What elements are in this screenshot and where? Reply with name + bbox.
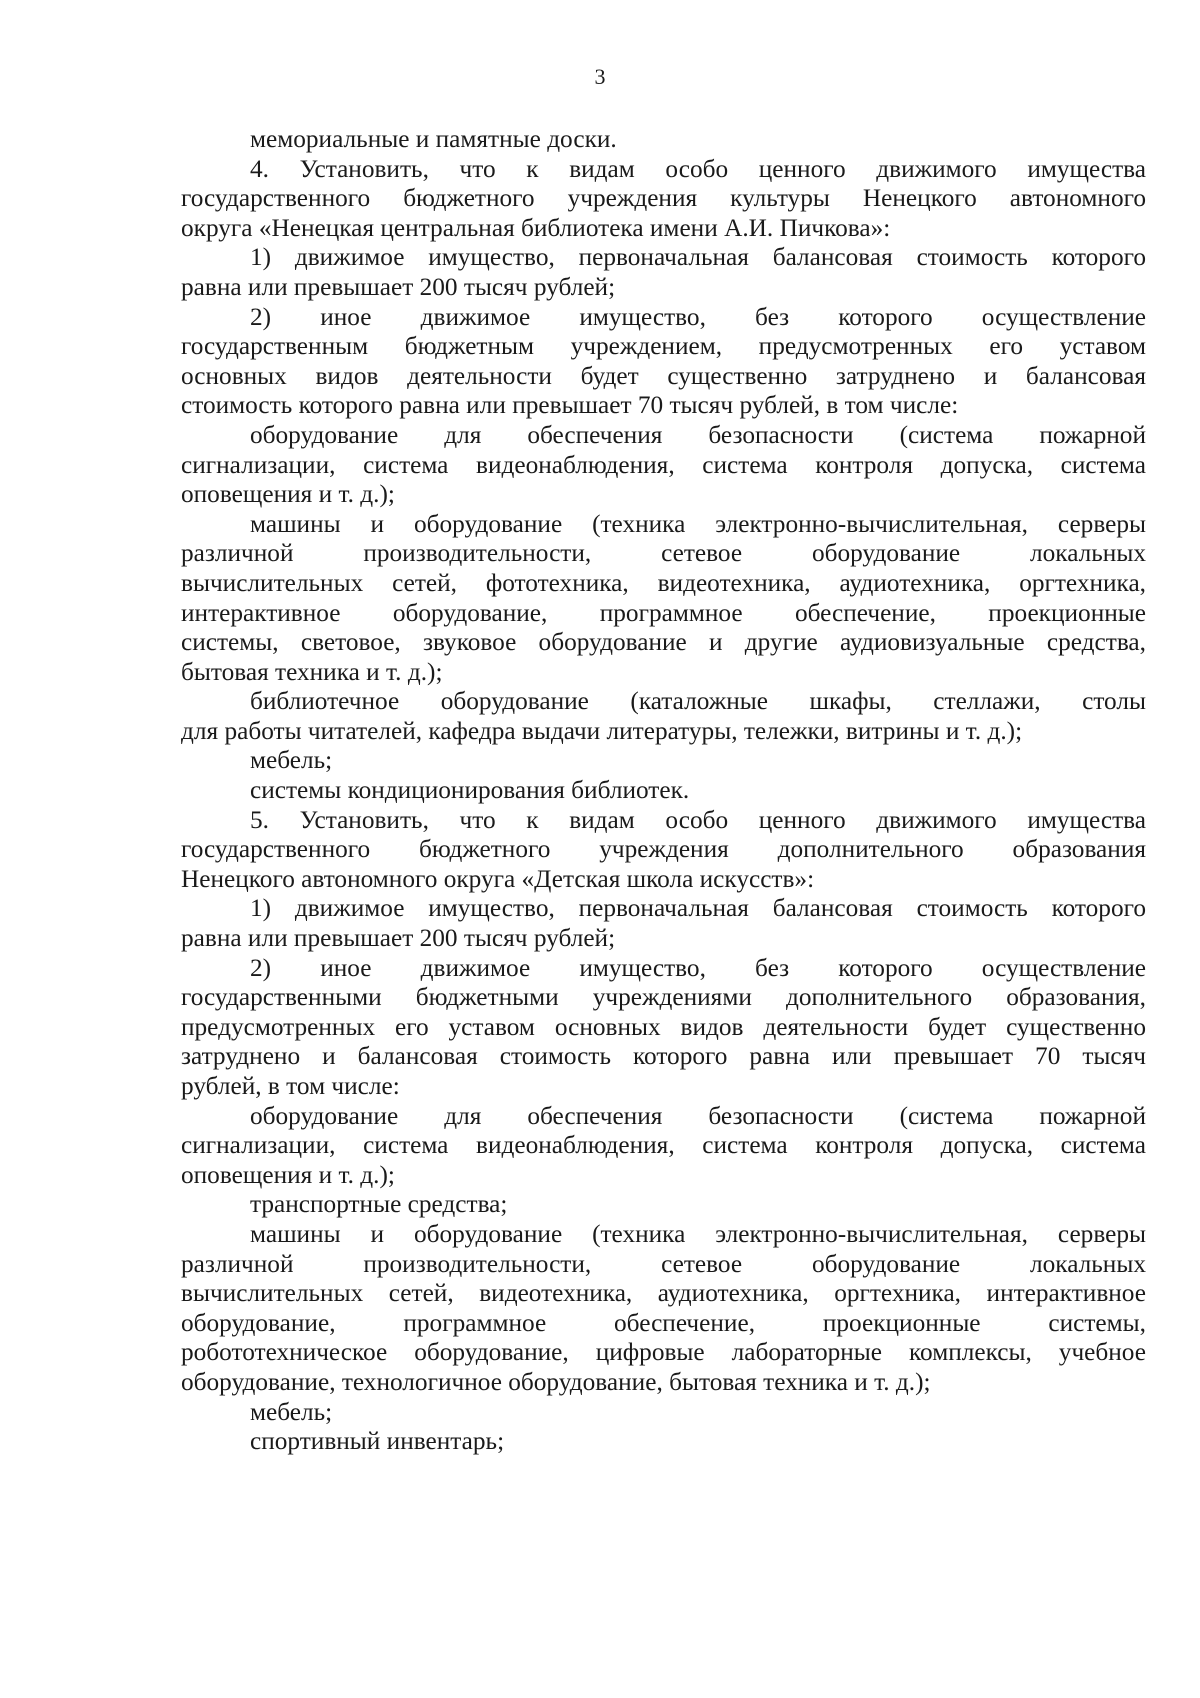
text-line: системы, световое, звуковое оборудование и другие аудиовизуальные средства, (181, 628, 1146, 657)
text-line: различной производительности, сетевое оборудование локальных (181, 539, 1146, 568)
text-line: рублей, в том числе: (181, 1072, 400, 1100)
text-line: государственными бюджетными учреждениями дополнительного образования, (181, 983, 1146, 1012)
text-line: оборудование, программное обеспечение, проекционные системы, (181, 1308, 1146, 1337)
text-line: государственного бюджетного учреждения культуры Ненецкого автономного (181, 184, 1146, 213)
text-line: 2) иное движимое имущество, без которого осуществление (250, 953, 1146, 982)
text-line: 5. Установить, что к видам особо ценного движимого имущества (250, 805, 1146, 834)
text-line: оповещения и т. д.); (181, 1160, 395, 1189)
text-line: оборудование для обеспечения безопасности (система пожарной (250, 1101, 1146, 1130)
text-line: 1) движимое имущество, первоначальная балансовая стоимость которого (250, 243, 1146, 272)
text-line: 2) иное движимое имущество, без которого осуществление (250, 302, 1146, 331)
text-line: 4. Установить, что к видам особо ценного движимого имущества (250, 154, 1146, 183)
text-line: стоимость которого равна или превышает 70 тысяч рублей, в том числе: (181, 391, 959, 420)
text-line: бытовая техника и т. д.); (181, 657, 443, 686)
text-line: транспортные средства; (250, 1190, 508, 1219)
text-line: мебель; (250, 746, 333, 775)
text-line: сигнализации, система видеонаблюдения, система контроля допуска, система (181, 450, 1146, 479)
page-number: 3 (594, 64, 606, 89)
text-line: равна или превышает 200 тысяч рублей; (181, 272, 616, 301)
text-line: оповещения и т. д.); (181, 480, 395, 509)
text-line: равна или превышает 200 тысяч рублей; (181, 924, 616, 953)
text-line: мемориальные и памятные доски. (250, 125, 617, 153)
text-line: предусмотренных его уставом основных видов деятельности будет существенно (181, 1012, 1146, 1041)
text-line: оборудование для обеспечения безопасности (система пожарной (250, 420, 1146, 449)
text-line: машины и оборудование (техника электронно-вычислительная, серверы (250, 1219, 1146, 1248)
text-line: интерактивное оборудование, программное обеспечение, проекционные (181, 598, 1146, 627)
text-line: для работы читателей, кафедра выдачи литературы, тележки, витрины и т. д.); (181, 716, 1023, 745)
text-line: затруднено и балансовая стоимость которого равна или превышает 70 тысяч (181, 1042, 1146, 1071)
text-line: государственным бюджетным учреждением, предусмотренных его уставом (181, 332, 1146, 361)
text-line: спортивный инвентарь; (250, 1427, 505, 1456)
text-line: 1) движимое имущество, первоначальная балансовая стоимость которого (250, 894, 1146, 923)
text-line: государственного бюджетного учреждения дополнительного образования (181, 835, 1146, 864)
text-line: Ненецкого автономного округа «Детская школа искусств»: (181, 864, 815, 893)
text-line: библиотечное оборудование (каталожные шкафы, стеллажи, столы (250, 687, 1146, 716)
text-line: различной производительности, сетевое оборудование локальных (181, 1249, 1146, 1278)
text-line: машины и оборудование (техника электронно-вычислительная, серверы (250, 509, 1146, 538)
text-line: сигнализации, система видеонаблюдения, система контроля допуска, система (181, 1131, 1146, 1160)
text-line: мебель; (250, 1397, 333, 1426)
text-line: системы кондиционирования библиотек. (250, 776, 690, 805)
text-line: вычислительных сетей, видеотехника, аудиотехника, оргтехника, интерактивное (181, 1279, 1146, 1308)
text-line: оборудование, технологичное оборудование, бытовая техника и т. д.); (181, 1367, 931, 1396)
text-line: робототехническое оборудование, цифровые лабораторные комплексы, учебное (181, 1338, 1146, 1367)
text-line: основных видов деятельности будет существенно затруднено и балансовая (181, 361, 1146, 390)
text-line: округа «Ненецкая центральная библиотека имени А.И. Пичкова»: (181, 213, 891, 242)
document-body (181, 125, 1146, 1457)
text-line: вычислительных сетей, фототехника, видеотехника, аудиотехника, оргтехника, (181, 568, 1146, 597)
